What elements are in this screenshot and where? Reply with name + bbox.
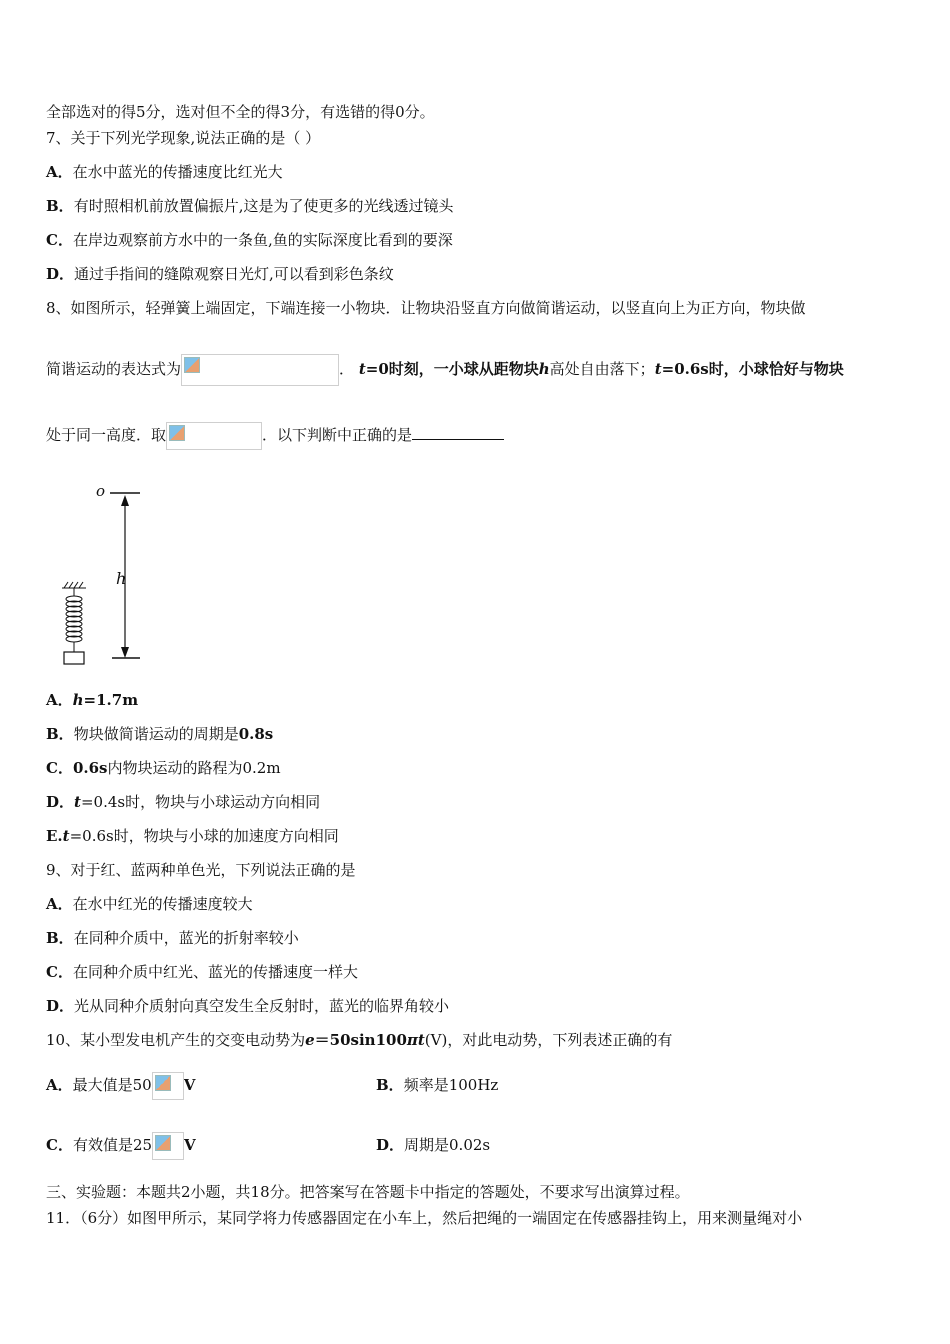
q10-stem: 10、某小型发电机产生的交变电动势为e＝50sin100πt(V)，对此电动势，下列表述正确的有 [46, 1031, 673, 1049]
sqrt2-image-icon [152, 1072, 184, 1100]
q8-option-e: E.t=0.6s时，物块与小球的加速度方向相同 [46, 827, 339, 845]
q8-stem-line3: 处于同一高度．取 ．以下判断中正确的是 [46, 420, 504, 450]
q7-option-d: D．通过手指间的缝隙观察日光灯,可以看到彩色条纹 [46, 265, 394, 283]
q8-option-c: C．0.6s内物块运动的路程为0.2m [46, 759, 281, 777]
label-h: h [116, 569, 127, 588]
q11-stem: 11．（6分）如图甲所示，某同学将力传感器固定在小车上，然后把绳的一端固定在传感器挂钩上，用来测量绳对小 [46, 1209, 803, 1227]
formula-image-icon [166, 422, 262, 450]
q9-stem: 9、对于红、蓝两种单色光，下列说法正确的是 [46, 861, 356, 879]
q9-option-d: D．光从同种介质射向真空发生全反射时，蓝光的临界角较小 [46, 997, 450, 1015]
q9-option-a: A．在水中红光的传播速度较大 [46, 895, 253, 913]
arrow-head-down [121, 647, 129, 658]
q10-option-b: B．频率是100Hz [376, 1076, 499, 1094]
spring [66, 588, 82, 652]
formula-image-icon [181, 354, 339, 386]
q7-option-a: A．在水中蓝光的传播速度比红光大 [46, 163, 283, 181]
q8-stem-line2: 简谐运动的表达式为 ． t=0时刻，一小球从距物块h高处自由落下；t=0.6s时，小球恰好与物块 [46, 352, 844, 386]
q7-option-c: C．在岸边观察前方水中的一条鱼,鱼的实际深度比看到的要深 [46, 231, 453, 249]
q10-option-d: D．周期是0.02s [376, 1136, 491, 1154]
sqrt2-image-icon [152, 1132, 184, 1160]
q10-option-a: A．最大值是50 V [46, 1062, 195, 1108]
label-o: o [96, 482, 106, 500]
q8-stem-line1: 8、如图所示，轻弹簧上端固定，下端连接一小物块．让物块沿竖直方向做简谐运动，以竖直向上为正方向，物块做 [46, 299, 806, 317]
q10-option-c: C．有效值是25 V [46, 1122, 196, 1168]
header-note: 全部选对的得5分，选对但不全的得3分，有选错的得0分。 [46, 103, 435, 121]
q7-option-b: B．有时照相机前放置偏振片,这是为了使更多的光线透过镜头 [46, 197, 454, 215]
q9-option-c: C．在同种介质中红光、蓝光的传播速度一样大 [46, 963, 358, 981]
q8-option-b: B．物块做简谐运动的周期是0.8s [46, 725, 274, 743]
block [64, 652, 84, 664]
q8-option-d: D．t=0.4s时，物块与小球运动方向相同 [46, 793, 321, 811]
spring-diagram [56, 478, 156, 670]
q8-option-a: A．h=1.7m [46, 691, 139, 709]
answer-blank [412, 425, 504, 440]
arrow-head-up [121, 495, 129, 506]
ceiling-support [62, 582, 86, 588]
q9-option-b: B．在同种介质中，蓝光的折射率较小 [46, 929, 299, 947]
q7-stem: 7、关于下列光学现象,说法正确的是（ ） [46, 129, 321, 147]
section-3-heading: 三、实验题：本题共2小题，共18分。把答案写在答题卡中指定的答题处，不要求写出演算过程。 [46, 1183, 690, 1201]
